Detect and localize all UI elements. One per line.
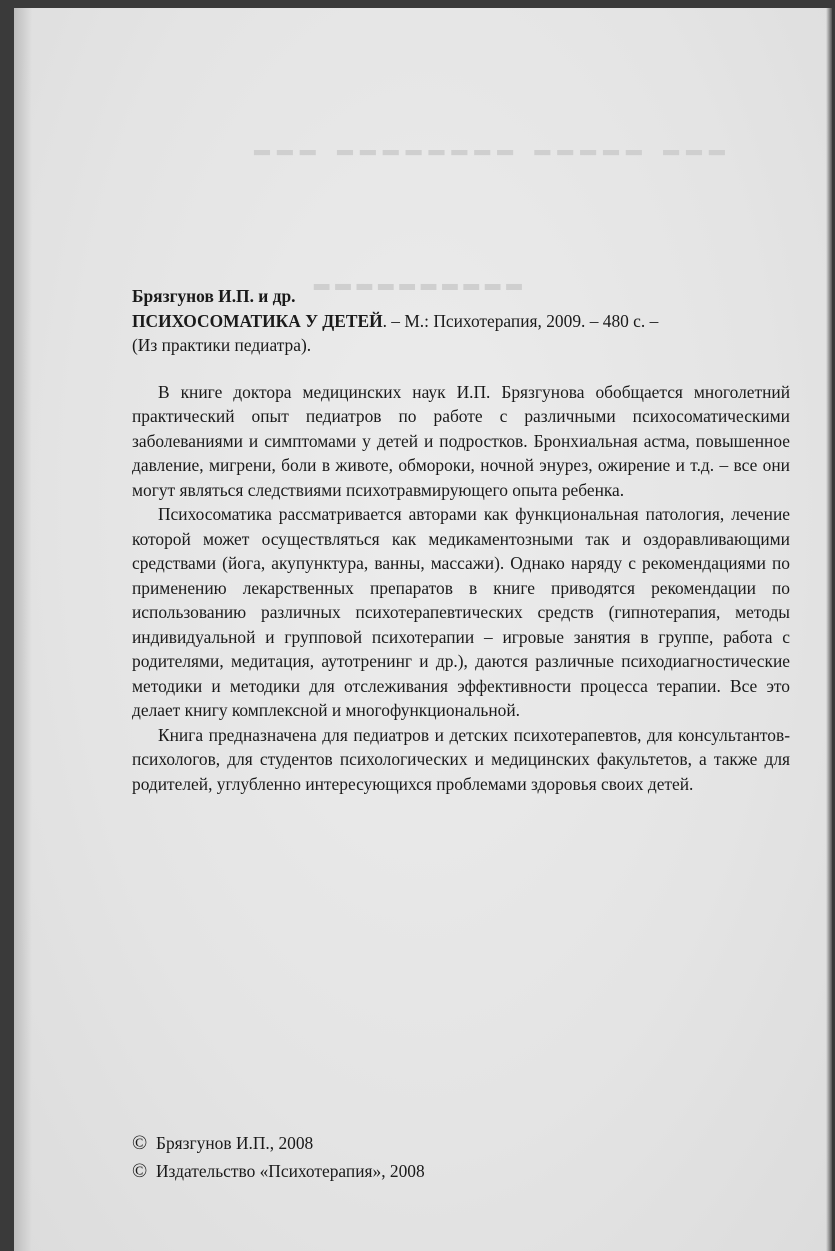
copyright-symbol: ©	[132, 1160, 148, 1182]
annotation-paragraph-1: В книге доктора медицинских наук И.П. Брязгунова обобщается многолетний практический опыт педиатров по работе с различными психосоматическими заболеваниями и симптомами у детей и подростков. Бронхиальная астма, повышенное давление, мигрени, боли в животе, обмороки, ночной энурез, ожирение и т.д. – все они могут являться следствиями психотравмирующего опыта ребенка.	[132, 381, 790, 500]
copyright-text: Брязгунов И.П., 2008	[156, 1133, 314, 1153]
imprint-block	[132, 284, 790, 796]
book-title: ПСИХОСОМАТИКА У ДЕТЕЙ	[132, 310, 383, 331]
copyright-symbol: ©	[132, 1132, 148, 1154]
publication-details: . – М.: Психотерапия, 2009. – 480 с. –	[382, 310, 659, 331]
bleed-through-decoration-2: ▂▂▂▂▂▂▂▂▂▂	[314, 266, 528, 290]
author-line: Брязгунов И.П. и др.	[132, 286, 296, 306]
copyright-text: Издательство «Психотерапия», 2008	[156, 1161, 425, 1181]
annotation-paragraph-3: Книга предназначена для педиатров и детских психотерапевтов, для консультантов-психологов, для студентов психологических и медицинских факультетов, а также для родителей, углубленно интересующихся проблемами здоровья своих детей.	[132, 724, 790, 794]
copyright-line-author	[132, 1132, 313, 1155]
series-line: (Из практики педиатра).	[132, 335, 312, 355]
bleed-through-decoration: ▂▂▂ ▂▂▂▂▂▂▂▂ ▂▂▂▂▂ ▂▂▂	[254, 136, 732, 156]
annotation-paragraph-2: Психосоматика рассматривается авторами как функциональная патология, лечение которой может осуществляться как медикаментозными так и оздоравливающими средствами (йога, акупунктура, ванны, массажи). Однако наряду с рекомендациями по применению лекарственных препаратов в книге приводятся рекомендации по использованию различных психотерапевтических средств (гипнотерапия, методы индивидуальной и групповой психотерапии – игровые занятия в группе, работа с родителями, медитация, аутотренинг и др.), даются различные психодиагностические методики и методики для отслеживания эффективности процесса терапии. Все это делает книгу комплексной и многофункциональной.	[132, 504, 790, 720]
bibliographic-record	[132, 309, 790, 334]
copyright-line-publisher	[132, 1160, 425, 1183]
